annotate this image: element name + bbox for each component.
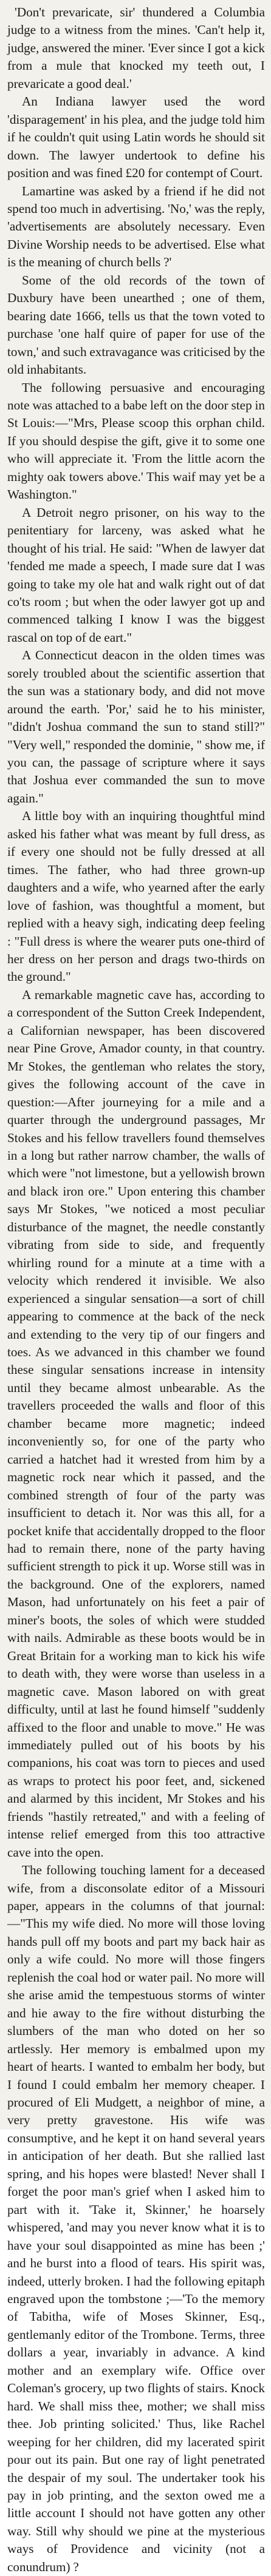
paragraph-witness-anecdote: 'Don't prevaricate, sir' thundered a Columbia judge to a witness from the mines. 'Can't help it, judge, answered the miner. 'Ever since I got a kick from a mule that knocked my teeth out, I prevaricate a good deal.' (7, 5, 265, 91)
paragraph-indiana-lawyer: An Indiana lawyer used the word 'disparagement' in his plea, and the judge told him if he couldn't quit using Latin words he should sit down. The lawyer undertook to define his position and was fined £20 for contempt of Court. (7, 94, 265, 181)
article-column (7, 4, 265, 2576)
paragraph-magnetic-cave: A remarkable magnetic cave has, according to a correspondent of the Sutton Creek Independent, a Californian newspaper, has been discovered near Pine Grove, Amador county, in that country. Mr Stokes, the gentleman who relates the story, gives the following account of the cave in question:—After journeying for a mile and a quarter through the underground passages, Mr Stokes and his fellow travellers found themselves in a long but rather narrow chamber, the walls of which were "not limestone, but a yellowish brown and black iron ore." Upon entering this chamber says Mr Stokes, "we noticed a most peculiar disturbance of the magnet, the needle constantly vibrating from side to side, and frequently whirling round for a minute at a time with a velocity which rendered it invisible. We also experienced a singular sensation—a sort of chill appearing to commence at the back of the neck and extending to the very tip of our fingers and toes. As we advanced in this chamber we found these singular sensations increase in intensity until they became almost unbearable. As the travellers proceeded the walls and floor of this chamber became more magnetic; indeed inconveniently so, for one of the party who carried a hatchet had it wrested from him by a magnetic rock near which it passed, and the combined strength of four of the party was insufficient to detach it. Nor was this all, for a pocket knife that accidentally dropped to the floor had to remain there, none of the party having sufficient strength to pick it up. Worse still was in the background. One of the explorers, named Mason, had unfortunately on his feet a pair of miner's boots, the soles of which were studded with nails. Admirable as these boots would be in Great Britain for a working man to kick his wife to death with, they were worse than useless in a magnetic cave. Mason labored on with great difficulty, until at last he found himself "suddenly affixed to the floor and unable to move." He was immediately pulled out of his boots by his companions, his coat was torn to pieces and used as wraps to protect his poor feet, and, sickened and alarmed by this incident, Mr Stokes and his friends "hastily retreated," and with a feeling of intense relief emerged from this too attractive cave into the open. (7, 987, 265, 1860)
paragraph-full-dress: A little boy with an inquiring thoughtful mind asked his father what was meant by full dress, as if every one should not be fully dressed at all times. The father, who had three grown-up daughters and a wife, who yearned after the early love of fashion, was thoughtful a moment, but replied with a heavy sigh, indicating deep feeling : "Full dress is where the wearer puts one-third of her dress on her person and drags two-thirds on the ground." (7, 809, 265, 984)
paragraph-st-louis-note: The following persuasive and encouraging note was attached to a babe left on the door step in St Louis:—"Mrs, Please scoop this orphan child. If you should despise the gift, give it to some one who will appreciate it. 'From the little acorn the mighty oak towers above.' This waif may yet be a Washington." (7, 380, 265, 502)
paragraph-editor-lament: The following touching lament for a deceased wife, from a disconsolate editor of a Missouri paper, appears in the columns of that journal:—"This my wife died. No more will those loving hands pull off my boots and part my back hair as only a wife could. No more will those fingers replenish the coal hod or water pail. No more will she arise amid the tempestuous storms of winter and hie away to the fire without disturbing the slumbers of the man who doted on her so artlessly. Her memory is embalmed upon my heart of hearts. I wanted to embalm her body, but I found I could embalm her memory cheaper. I procured of Eli Mudgett, a neighbor of mine, a very pretty gravestone. His wife was consumptive, and he kept it on hand several years in anticipation of her death. But she rallied last spring, and his hopes were blasted! Never shall I forget the poor man's grief when I asked him to part with it. 'Take it, Skinner,' he hoarsely whispered, 'and may you never know what it is to have your soul disappointed as mine has been ;' and he burst into a flood of tears. His spirit was, indeed, utterly broken. I had the following epitaph engraved upon the tombstone ;—'To the memory of Tabitha, wife of Moses Skinner, Esq., gentlemanly editor of the Trombone. Terms, three dollars a year, invariably in advance. A kind mother and an exemplary wife. Office over Coleman's grocery, up two flights of stairs. Knock hard. We shall miss thee, mother; we shall miss thee. Job printing solicited.' Thus, like Rachel weeping for her children, did my lacerated spirit pour out its pain. But one ray of light penetrated the despair of my soul. The undertaker took his pay in job printing, and the sexton owed me a little account I should not have gotten any other way. Still why should we pine at the mysterious ways of Providence and vicinity (not a conundrum) ? (7, 1863, 265, 2574)
paragraph-duxbury-records: Some of the old records of the town of Duxbury have been unearthed ; one of them, bearing date 1666, tells us that the town voted to purchase 'one half quire of paper for use of the town,' and such extravagance was criticised by the old inhabitants. (7, 272, 265, 377)
paragraph-detroit-prisoner: A Detroit negro prisoner, on his way to the penitentiary for larceny, was asked what he thought of his trial. He said: "When de lawyer dat 'fended me made a speech, I made sure dat I was going to take my ole hat and walk right out of dat co'ts room ; but when the oder lawyer got up and commenced talking I know I was the biggest rascal on top of de eart." (7, 505, 265, 645)
paragraph-lamartine: Lamartine was asked by a friend if he did not spend too much in advertising. 'No,' was the reply, 'advertisements are absolutely necessary. Even Divine Worship needs to be advertised. Else what is the meaning of church bells ?' (7, 183, 265, 270)
paragraph-connecticut-deacon: A Connecticut deacon in the olden times was sorely troubled about the scientific assertion that the sun was a stationary body, and did not move around the earth. 'Por,' said he to his minister, "didn't Joshua command the sun to stand still?" "Very well," responded the dominie, " show me, if you can, the passage of scripture where it says that Joshua ever commanded the sun to move again." (7, 648, 265, 805)
